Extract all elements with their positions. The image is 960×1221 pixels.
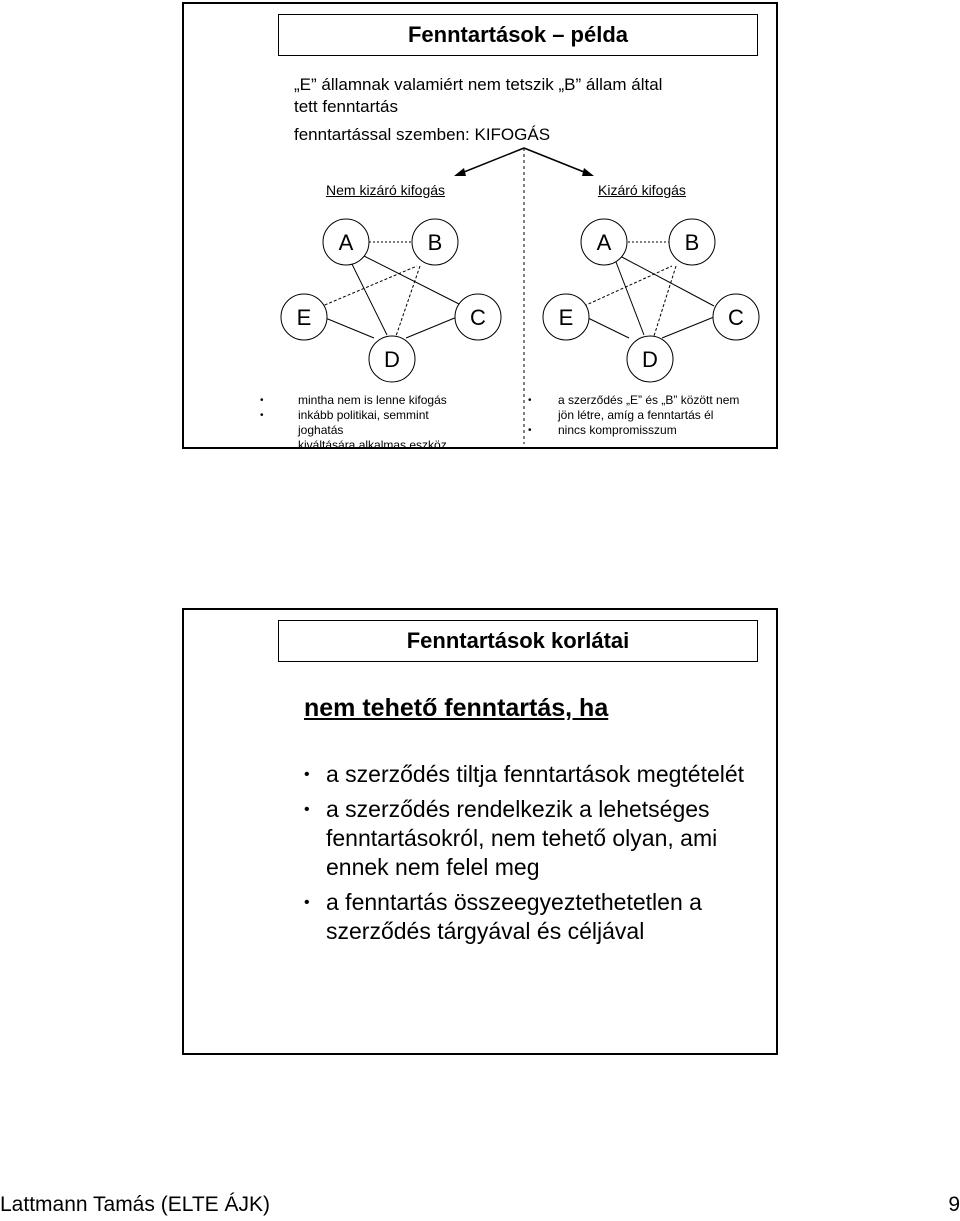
bullet-icon: • bbox=[304, 766, 310, 783]
bullet-icon: • bbox=[260, 395, 264, 406]
right-note-line: a szerződés „E” és „B” között nem bbox=[558, 393, 740, 407]
intro-line-2: tett fenntartás bbox=[294, 97, 398, 116]
right-node-d-label: D bbox=[642, 347, 658, 372]
bullet-icon: • bbox=[528, 395, 532, 406]
right-node-c bbox=[713, 294, 759, 340]
left-node-d-label: D bbox=[384, 347, 400, 372]
left-node-e-label: E bbox=[296, 305, 312, 330]
right-note-line: jön létre, amíg a fenntartás él bbox=[558, 408, 714, 422]
right-notes bbox=[528, 393, 768, 438]
intro-keyword: KIFOGÁS bbox=[474, 125, 551, 144]
left-note-line: inkább politikai, semmint joghatás bbox=[298, 408, 429, 437]
left-note-line: mintha nem is lenne kifogás bbox=[298, 393, 447, 407]
bullet-icon: • bbox=[304, 801, 310, 818]
limits-list bbox=[304, 760, 754, 952]
right-node-b bbox=[669, 219, 715, 265]
reservation-diagram bbox=[184, 4, 780, 451]
slide-title: Fenntartások korlátai bbox=[278, 620, 758, 662]
left-notes bbox=[260, 393, 464, 453]
right-node-a bbox=[581, 219, 627, 265]
left-note-line: kiváltására alkalmas eszköz bbox=[298, 438, 447, 452]
list-item-text: a szerződés rendelkezik a lehetséges fenntartásokról, nem tehető olyan, ami ennek nem felel meg bbox=[326, 796, 718, 880]
list-item-text: a fenntartás összeegyeztethetetlen a szerződés tárgyával és céljával bbox=[326, 889, 702, 944]
slide-example bbox=[182, 2, 778, 452]
bullet-icon: • bbox=[260, 410, 264, 421]
list-item-text: a szerződés tiltja fenntartások megtételét bbox=[326, 761, 745, 787]
list-item bbox=[304, 888, 754, 946]
intro-line-3-prefix: fenntartással szemben: bbox=[294, 125, 475, 144]
right-node-b-label: B bbox=[684, 230, 700, 255]
right-node-d bbox=[627, 336, 673, 382]
left-node-c bbox=[455, 294, 501, 340]
page-number: 9 bbox=[948, 1193, 960, 1216]
right-arrowhead bbox=[582, 168, 594, 176]
bullet-icon: • bbox=[528, 425, 532, 436]
right-branch-label: Kizáró kifogás bbox=[598, 182, 686, 198]
right-node-c-label: C bbox=[728, 305, 744, 330]
left-node-d bbox=[369, 336, 415, 382]
list-item bbox=[304, 760, 754, 789]
left-node-a-label: A bbox=[338, 230, 354, 255]
right-node-e bbox=[543, 294, 589, 340]
left-node-e bbox=[281, 294, 327, 340]
slide-subheading: nem tehető fenntartás, ha bbox=[304, 694, 609, 722]
right-note-line: nincs kompromisszum bbox=[558, 423, 677, 437]
intro-line-1: „E” államnak valamiért nem tetszik „B” állam által bbox=[294, 75, 663, 94]
left-node-b-label: B bbox=[427, 230, 443, 255]
slide-limits bbox=[182, 608, 778, 1055]
left-node-c-label: C bbox=[470, 305, 486, 330]
left-branch-label: Nem kizáró kifogás bbox=[326, 182, 446, 198]
bullet-icon: • bbox=[304, 894, 310, 911]
slide-title: Fenntartások – példa bbox=[278, 14, 758, 56]
left-node-b bbox=[412, 219, 458, 265]
right-node-e-label: E bbox=[558, 305, 574, 330]
left-arrowhead bbox=[454, 168, 466, 176]
left-node-a bbox=[323, 219, 369, 265]
footer-author: Lattmann Tamás (ELTE ÁJK) bbox=[0, 1193, 270, 1216]
list-item bbox=[304, 795, 754, 882]
right-node-a-label: A bbox=[596, 230, 612, 255]
